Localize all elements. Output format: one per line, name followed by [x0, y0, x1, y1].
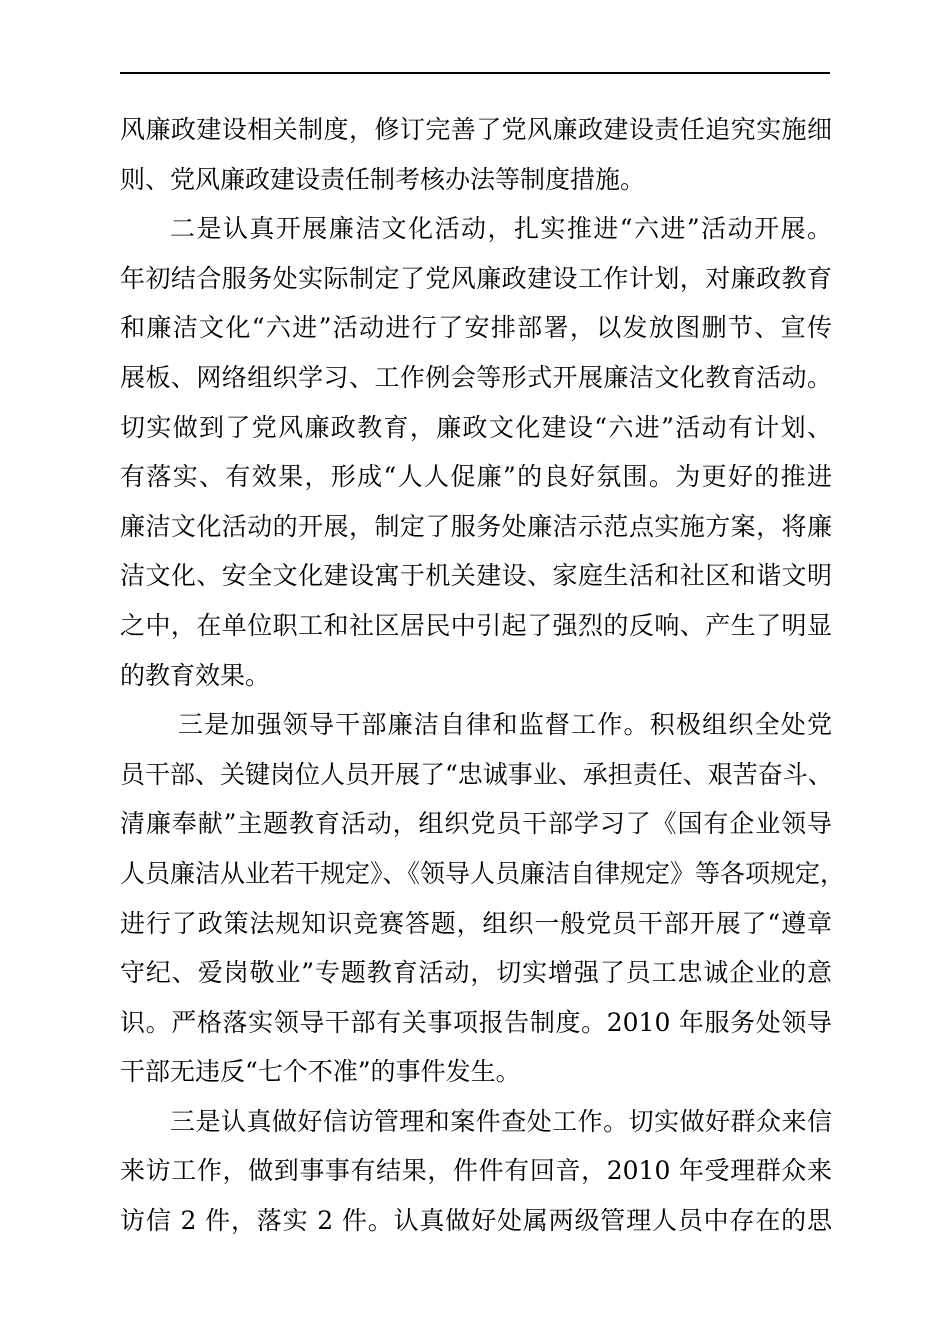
paragraph-line: 守纪、爱岗敬业”专题教育活动，切实增强了员工忠诚企业的意 — [120, 958, 832, 988]
paragraph-line: 清廉奉献”主题教育活动，组织党员干部学习了《国有企业领导 — [120, 809, 832, 839]
paragraph-line: 员干部、关键岗位人员开展了“忠诚事业、承担责任、艰苦奋斗、 — [120, 759, 833, 789]
paragraph-line: 和廉洁文化“六进”活动进行了安排部署，以发放图删节、宣传 — [120, 313, 832, 343]
paragraph-line: 年初结合服务处实际制定了党风廉政建设工作计划，对廉政教育 — [120, 263, 832, 293]
paragraph-line: 则、党风廉政建设责任制考核办法等制度措施。 — [120, 164, 646, 194]
paragraph-line: 展板、网络组织学习、工作例会等形式开展廉洁文化教育活动。 — [120, 362, 832, 392]
paragraph-line: 之中，在单位职工和社区居民中引起了强烈的反响、产生了明显 — [120, 610, 832, 640]
document-body — [120, 105, 846, 1246]
paragraph-line: 有落实、有效果，形成“人人促廉”的良好氛围。为更好的推进 — [120, 462, 832, 492]
paragraph-line: 干部无违反“七个不准”的事件发生。 — [120, 1057, 521, 1087]
paragraph-line: 三是加强领导干部廉洁自律和监督工作。积极组织全处党 — [178, 710, 832, 740]
paragraph-line: 切实做到了党风廉政教育，廉政文化建设“六进”活动有计划、 — [120, 412, 832, 442]
paragraph-line: 的教育效果。 — [120, 660, 271, 690]
paragraph-line: 进行了政策法规知识竞赛答题，组织一般党员干部开展了“遵章 — [120, 908, 832, 938]
paragraph-line: 访信 2 件，落实 2 件。认真做好处属两级管理人员中存在的思 — [120, 1206, 832, 1236]
paragraph-line: 二是认真开展廉洁文化活动，扎实推进“六进”活动开展。 — [170, 214, 832, 244]
header-rule — [120, 72, 830, 74]
paragraph-line: 人员廉洁从业若干规定》、《领导人员廉洁自律规定》等各项规定， — [120, 858, 846, 888]
paragraph-line: 识。严格落实领导干部有关事项报告制度。2010 年服务处领导 — [120, 1007, 832, 1037]
paragraph-line: 三是认真做好信访管理和案件查处工作。切实做好群众来信 — [170, 1106, 832, 1136]
paragraph-line: 廉洁文化活动的开展，制定了服务处廉洁示范点实施方案，将廉 — [120, 511, 832, 541]
paragraph-line: 风廉政建设相关制度，修订完善了党风廉政建设责任追究实施细 — [120, 115, 832, 144]
paragraph-line: 来访工作，做到事事有结果，件件有回音，2010 年受理群众来 — [120, 1156, 832, 1186]
paragraph-line: 洁文化、安全文化建设寓于机关建设、家庭生活和社区和谐文明 — [120, 561, 832, 591]
